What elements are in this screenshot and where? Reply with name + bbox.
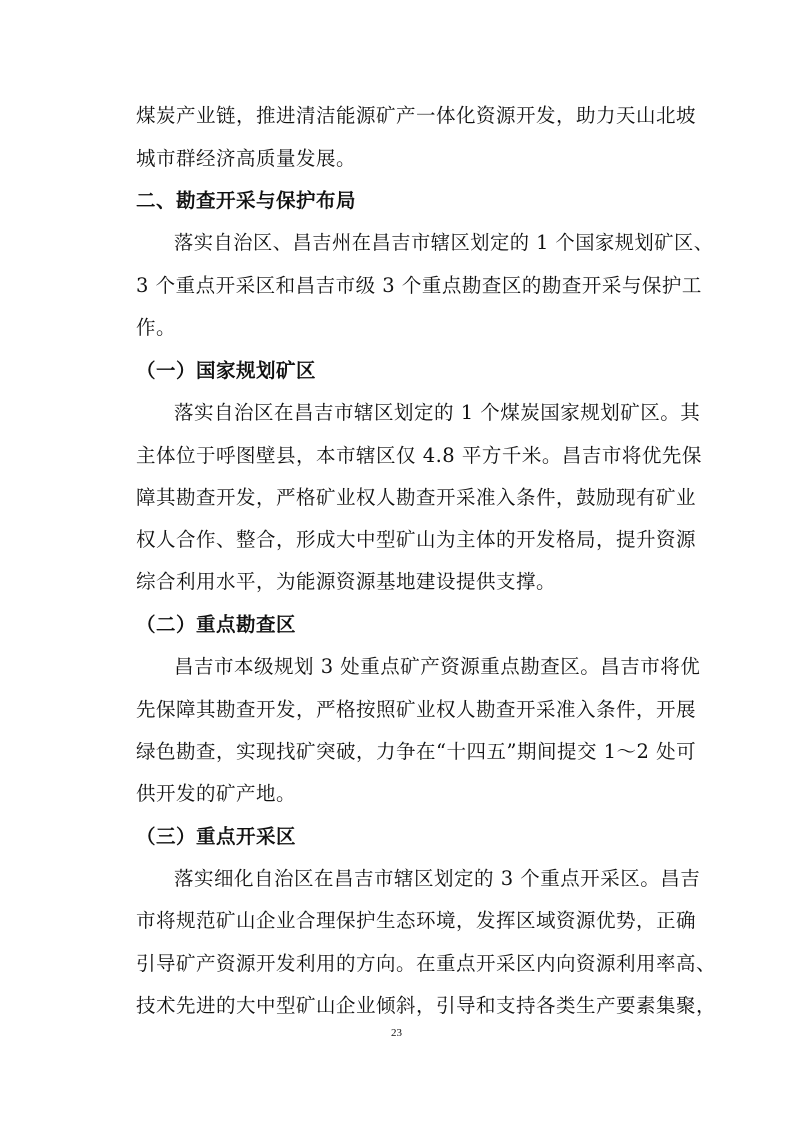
body-text-line: 市将规范矿山企业合理保护生态环境，发挥区域资源优势，正确 [136, 909, 697, 932]
section-heading: 二、勘查开采与保护布局 [136, 189, 357, 212]
body-text-line: 落实自治区在昌吉市辖区划定的 1 个煤炭国家规划矿区。其 [174, 401, 701, 424]
page-number: 23 [391, 1027, 402, 1039]
body-text-line: 城市群经济高质量发展。 [136, 147, 357, 170]
body-text-line: 煤炭产业链，推进清洁能源矿产一体化资源开发，助力天山北坡 [136, 104, 697, 127]
body-text-line: 权人合作、整合，形成大中型矿山为主体的开发格局，提升资源 [136, 528, 697, 551]
body-text-line: 作。 [136, 316, 177, 339]
body-text-line: 障其勘查开发，严格矿业权人勘查开采准入条件，鼓励现有矿业 [136, 486, 697, 509]
body-text-line: 绿色勘查，实现找矿突破，力争在“十四五”期间提交 1～2 处可 [136, 740, 697, 763]
body-text-line: 供开发的矿产地。 [136, 782, 297, 805]
subsection-heading: （二）重点勘查区 [136, 613, 297, 636]
body-text-line: 主体位于呼图壁县，本市辖区仅 4.8 平方千米。昌吉市将优先保 [136, 444, 702, 467]
body-text-line: 昌吉市本级规划 3 处重点矿产资源重点勘查区。昌吉市将优 [174, 655, 701, 678]
body-text-line: 技术先进的大中型矿山企业倾斜，引导和支持各类生产要素集聚， [136, 994, 717, 1017]
subsection-heading: （一）国家规划矿区 [136, 359, 317, 382]
body-text-line: 引导矿产资源开发利用的方向。在重点开采区内向资源利用率高、 [136, 952, 717, 975]
body-text-line: 落实细化自治区在昌吉市辖区划定的 3 个重点开采区。昌吉 [174, 867, 701, 890]
body-text-line: 综合利用水平，为能源资源基地建设提供支撑。 [136, 570, 557, 593]
body-text-line: 先保障其勘查开发，严格按照矿业权人勘查开采准入条件，开展 [136, 698, 697, 721]
subsection-heading: （三）重点开采区 [136, 825, 297, 848]
body-text-line: 3 个重点开采区和昌吉市级 3 个重点勘查区的勘查开采与保护工 [136, 274, 702, 297]
body-text-line: 落实自治区、昌吉州在昌吉市辖区划定的 1 个国家规划矿区、 [174, 231, 714, 254]
